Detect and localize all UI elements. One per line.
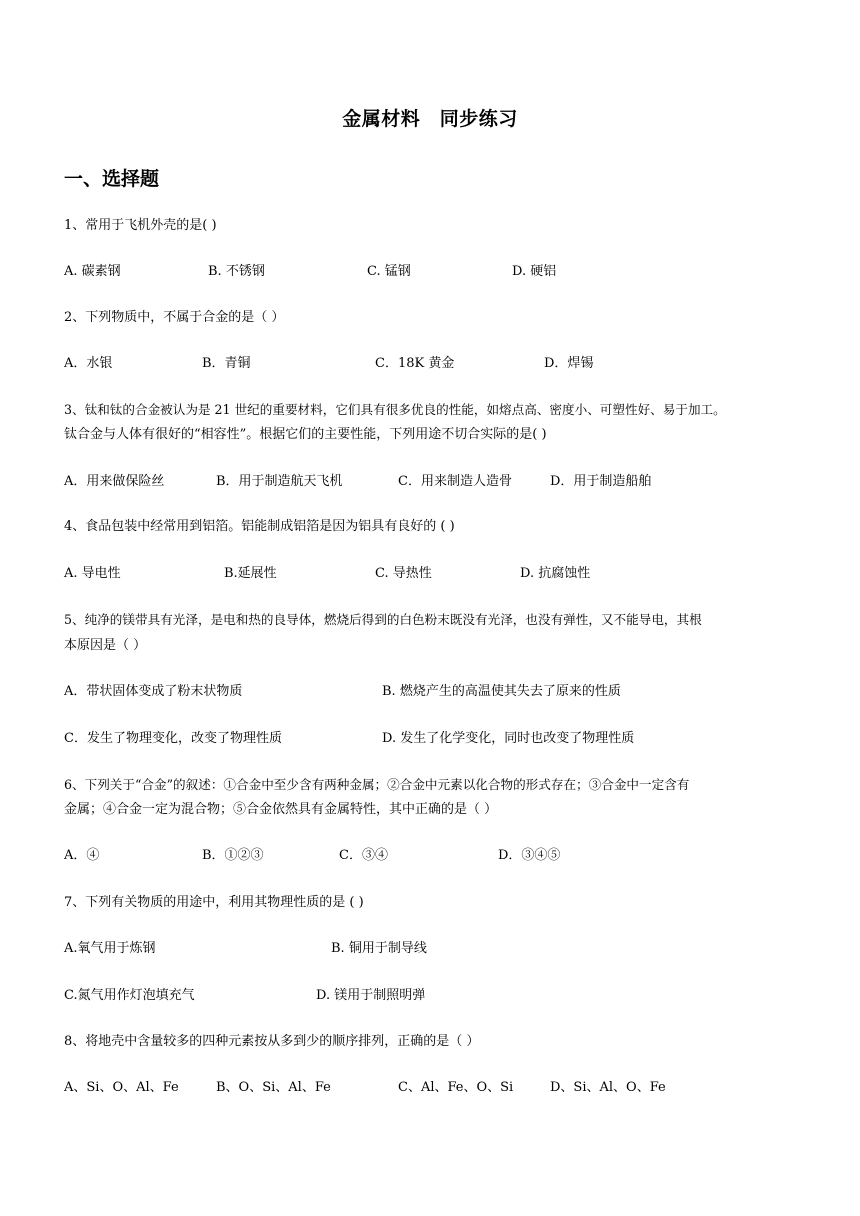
question-8-option-d: D、Si、Al、O、Fe xyxy=(550,1080,666,1095)
question-1-option-a: A. 碳素钢 xyxy=(64,264,121,279)
question-5-option-b: B. 燃烧产生的高温使其失去了原来的性质 xyxy=(382,684,621,699)
question-3-option-d: D．用于制造船舶 xyxy=(550,474,652,489)
question-5-stem-line-2: 本原因是（ ） xyxy=(64,638,147,653)
question-1-option-d: D. 硬铝 xyxy=(512,264,557,279)
question-3-stem-line-1: 3、钛和钛的合金被认为是 21 世纪的重要材料，它们具有很多优良的性能，如熔点高、密度小、可塑性好、易于加工。 xyxy=(64,402,726,417)
question-6-option-d: D．③④⑤ xyxy=(498,848,561,863)
question-4-option-d: D. 抗腐蚀性 xyxy=(520,566,591,581)
document-title: 金属材料 同步练习 xyxy=(342,108,518,130)
question-6-option-a: A．④ xyxy=(64,848,100,863)
question-3-option-a: A．用来做保险丝 xyxy=(64,474,165,489)
section-heading: 一、选择题 xyxy=(64,168,160,190)
question-8-option-c: C、Al、Fe、O、Si xyxy=(398,1080,514,1095)
question-3-stem-line-2: 钛合金与人体有很好的“相容性”。根据它们的主要性能，下列用途不切合实际的是( ) xyxy=(64,427,547,442)
question-8-option-b: B、O、Si、Al、Fe xyxy=(216,1080,331,1095)
question-2-option-b: B．青铜 xyxy=(202,356,251,371)
question-2-stem: 2、下列物质中，不属于合金的是（ ） xyxy=(64,310,285,325)
question-8-stem: 8、将地壳中含量较多的四种元素按从多到少的顺序排列，正确的是（ ） xyxy=(64,1034,480,1049)
question-3-option-b: B．用于制造航天飞机 xyxy=(216,474,343,489)
question-6-option-b: B．①②③ xyxy=(202,848,264,863)
question-3-option-c: C．用来制造人造骨 xyxy=(398,474,512,489)
question-6-option-c: C．③④ xyxy=(339,848,388,863)
question-5-option-c: C．发生了物理变化，改变了物理性质 xyxy=(64,731,282,746)
question-4-option-a: A. 导电性 xyxy=(64,566,121,581)
question-7-option-d: D. 镁用于制照明弹 xyxy=(316,988,426,1003)
question-1-stem: 1、常用于飞机外壳的是( ) xyxy=(64,218,217,233)
question-6-stem-line-1: 6、下列关于“合金”的叙述：①合金中至少含有两种金属；②合金中元素以化合物的形式存在；③合金中一定含有 xyxy=(64,777,690,792)
question-4-option-b: B.延展性 xyxy=(224,566,277,581)
question-5-stem-line-1: 5、纯净的镁带具有光泽，是电和热的良导体，燃烧后得到的白色粉末既没有光泽，也没有弹性，又不能导电，其根 xyxy=(64,612,702,627)
question-7-stem: 7、下列有关物质的用途中，利用其物理性质的是 ( ) xyxy=(64,895,364,910)
question-1-option-b: B. 不锈钢 xyxy=(208,264,265,279)
question-7-option-c: C.氮气用作灯泡填充气 xyxy=(64,988,195,1003)
question-5-option-a: A．带状固体变成了粉末状物质 xyxy=(64,684,243,699)
question-7-option-a: A.氧气用于炼钢 xyxy=(64,941,156,956)
question-1-option-c: C. 锰钢 xyxy=(367,264,411,279)
question-7-option-b: B. 铜用于制导线 xyxy=(331,941,427,956)
question-8-option-a: A、Si、O、Al、Fe xyxy=(64,1080,179,1095)
question-6-stem-line-2: 金属；④合金一定为混合物；⑤合金依然具有金属特性，其中正确的是（ ） xyxy=(64,802,498,817)
question-2-option-d: D．焊锡 xyxy=(544,356,594,371)
question-4-option-c: C. 导热性 xyxy=(375,566,432,581)
question-4-stem: 4、食品包装中经常用到铝箔。铝能制成铝箔是因为铝具有良好的 ( ) xyxy=(64,519,455,534)
question-2-option-a: A．水银 xyxy=(64,356,113,371)
question-2-option-c: C．18K 黄金 xyxy=(375,356,455,371)
question-5-option-d: D. 发生了化学变化，同时也改变了物理性质 xyxy=(382,731,635,746)
